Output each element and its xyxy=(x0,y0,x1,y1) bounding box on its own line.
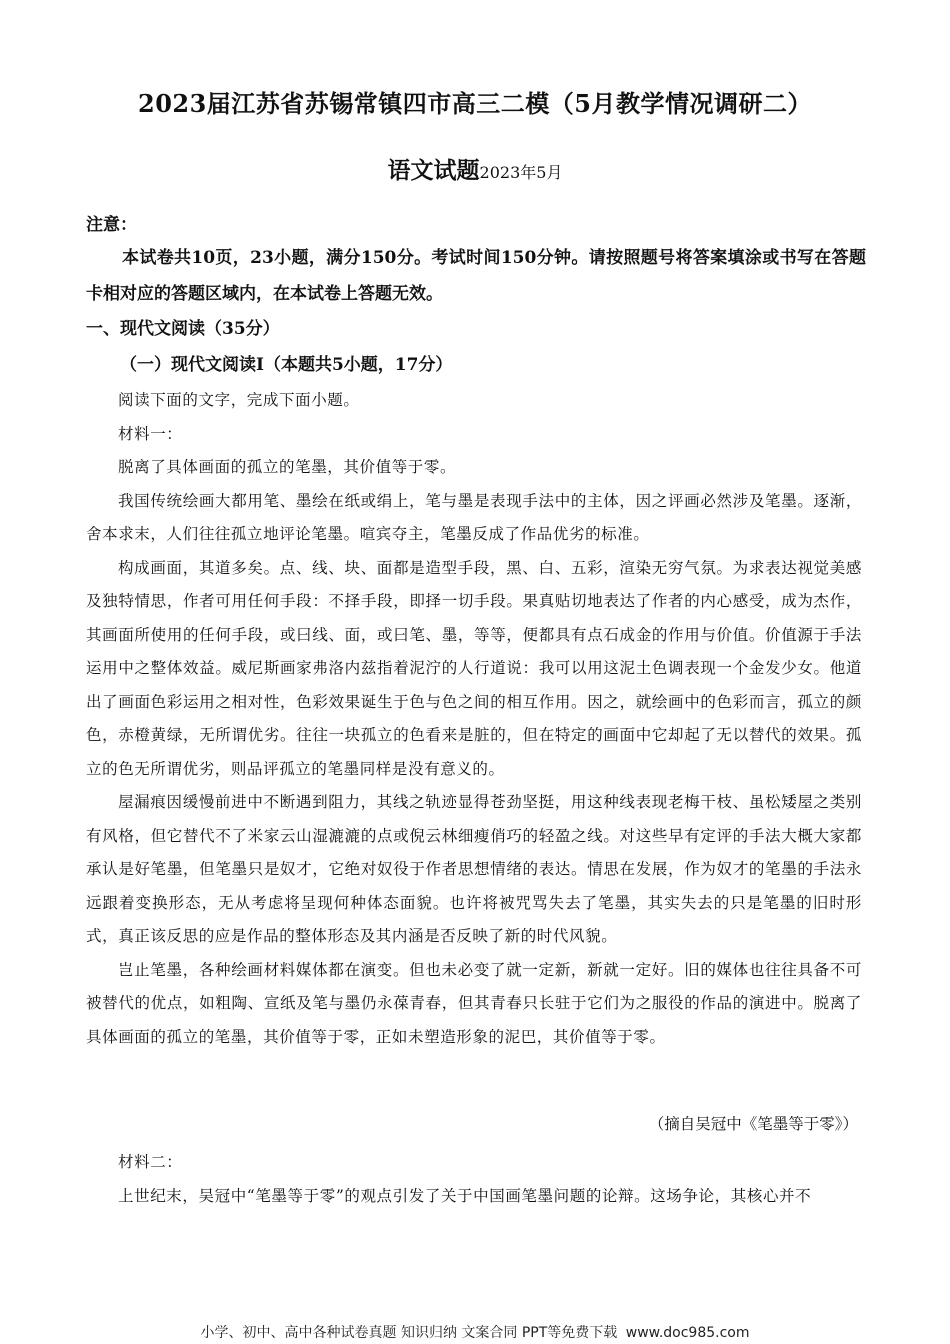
subject-label: 语文试题 xyxy=(387,157,480,184)
exam-title: 2023届江苏省苏锡常镇四市高三二模（5月教学情况调研二） xyxy=(138,89,812,118)
material2-paragraph: 上世纪末，吴冠中“笔墨等于零”的观点引发了关于中国画笔墨问题的论辩。这场争论，其核心并不 xyxy=(118,1186,812,1205)
page-footer xyxy=(0,1322,950,1342)
section-heading: 一、现代文阅读（35分） xyxy=(86,319,280,339)
notice-body: 本试卷共10页，23小题，满分150分。考试时间150分钟。请按照题号将答案填涂或书写在答题卡相对应的答题区域内，在本试卷上答题无效。 xyxy=(86,248,866,304)
notice-heading: 注意： xyxy=(86,215,137,235)
material1-source: （摘自吴冠中《笔墨等于零》） xyxy=(648,1115,858,1133)
section-sub-heading: （一）现代文阅读Ⅰ（本题共5小题，17分） xyxy=(120,355,453,375)
footer-text: 小学、初中、高中各种试卷真题 知识归纳 文案合同 PPT等免费下载 xyxy=(200,1325,618,1341)
material1-paragraph: 我国传统绘画大都用笔、墨绘在纸或绢上，笔与墨是表现手法中的主体，因之评画必然涉及笔墨。逐渐，舍本求末，人们往往孤立地评论笔墨。喧宾夺主，笔墨反成了作品优劣的标准。 xyxy=(86,491,862,543)
material1-paragraph: 岂止笔墨，各种绘画材料媒体都在演变。但也未必变了就一定新，新就一定好。旧的媒体也往往具备不可被替代的优点，如粗陶、宣纸及笔与墨仍永葆青春，但其青春只长驻于它们为之服役的作品的演进中。脱离了具体画面的孤立的笔墨，其价值等于零，正如未塑造形象的泥巴，其价值等于零。 xyxy=(86,960,862,1046)
reading-instruction: 阅读下面的文字，完成下面小题。 材料一： 脱离了具体画面的孤立的笔墨，其价值等于零。 我国传统绘画大都用笔、墨绘在纸或绢上，笔与墨是表现手法中的主体，因之评画必然涉及笔墨。逐渐，舍本求末，人们往往孤立地评论笔墨。喧宾夺主，笔墨反成了作品优劣的标准。 构成画面，其道多矣。点、线、块、面都是造型手段，黑、白、五彩，渲染无穷气氛。为求表达视觉美感及独特情思，作者可用任何手段：不择手段，即择一切手段。果真贴切地表达了作者的内心感受，成为杰作，其画面所使用的任何手段，或曰线、面，或曰笔、墨，等等，便都具有点石成金的作用与价值。价值源于手法运用中之整体效益。威尼斯画家弗洛内兹指着泥泞的人行道说：我可以用这泥土色调表现一个金发少女。他道出了画面色彩运用之相对性，色彩效果诞生于色与色之间的相互作用。因之，就绘画中的色彩而言，孤立的颜色，赤橙黄绿，无所谓优劣。往往一块孤立的色看来是脏的，但在特定的画面中它却起了无以替代的效果。孤立的色无所谓优劣，则品评孤立的笔墨同样是没有意义的。 屋漏痕因缓慢前进中不断遇到阻力，其线之轨迹显得苍劲坚挺，用这种线表现老梅干枝、虽松矮屋之类别有风格，但它替代不了米家云山湿漉漉的点或倪云林细瘦俏巧的轻盈之线。对这些早有定评的手法大概大家都承认是好笔墨，但笔墨只是奴才，它绝对奴役于作者思想情绪的表达。情思在发展，作为奴才的笔墨的手法永远跟着变换形态，无从考虑将呈现何种体态面貌。也许将被咒骂失去了笔墨，其实失去的只是笔墨的旧时形式，真正该反思的应是作品的整体形态及其内涵是否反映了新的时代风貌。 岂止笔墨，各种绘画材料媒体都在演变。但也未必变了就一定新，新就一定好。旧的媒体也往往具备不可被替代的优点，如粗陶、宣纸及笔与墨仍永葆青春，但其青春只长驻于它们为之服役的作品的演进中。脱离了具体画面的孤立的笔墨，其价值等于零，正如未塑造形象的泥巴，其价值等于零。 xyxy=(86,384,862,1054)
material2 xyxy=(86,1146,862,1213)
material1-label: 材料一： xyxy=(118,424,183,443)
material1-paragraph: 构成画面，其道多矣。点、线、块、面都是造型手段，黑、白、五彩，渲染无穷气氛。为求表达视觉美感及独特情思，作者可用任何手段：不择手段，即择一切手段。果真贴切地表达了作者的内心感受，成为杰作，其画面所使用的任何手段，或曰线、面，或曰笔、墨，等等，便都具有点石成金的作用与价值。价值源于手法运用中之整体效益。威尼斯画家弗洛内兹指着泥泞的人行道说：我可以用这泥土色调表现一个金发少女。他道出了画面色彩运用之相对性，色彩效果诞生于色与色之间的相互作用。因之，就绘画中的色彩而言，孤立的颜色，赤橙黄绿，无所谓优劣。往往一块孤立的色看来是脏的，但在特定的画面中它却起了无以替代的效果。孤立的色无所谓优劣，则品评孤立的笔墨同样是没有意义的。 xyxy=(86,558,862,778)
footer-url[interactable]: www.doc985.com xyxy=(625,1325,750,1341)
material1-paragraph: 屋漏痕因缓慢前进中不断遇到阻力，其线之轨迹显得苍劲坚挺，用这种线表现老梅干枝、虽松矮屋之类别有风格，但它替代不了米家云山湿漉漉的点或倪云林细瘦俏巧的轻盈之线。对这些早有定评的手法大概大家都承认是好笔墨，但笔墨只是奴才，它绝对奴役于作者思想情绪的表达。情思在发展，作为奴才的笔墨的手法永远跟着变换形态，无从考虑将呈现何种体态面貌。也许将被咒骂失去了笔墨，其实失去的只是笔墨的旧时形式，真正该反思的应是作品的整体形态及其内涵是否反映了新的时代风貌。 xyxy=(86,793,862,945)
exam-subtitle xyxy=(0,152,950,185)
material1-paragraph: 脱离了具体画面的孤立的笔墨，其价值等于零。 xyxy=(118,458,457,476)
exam-date: 2023年5月 xyxy=(479,163,563,182)
material2-label: 材料二： xyxy=(118,1153,183,1171)
